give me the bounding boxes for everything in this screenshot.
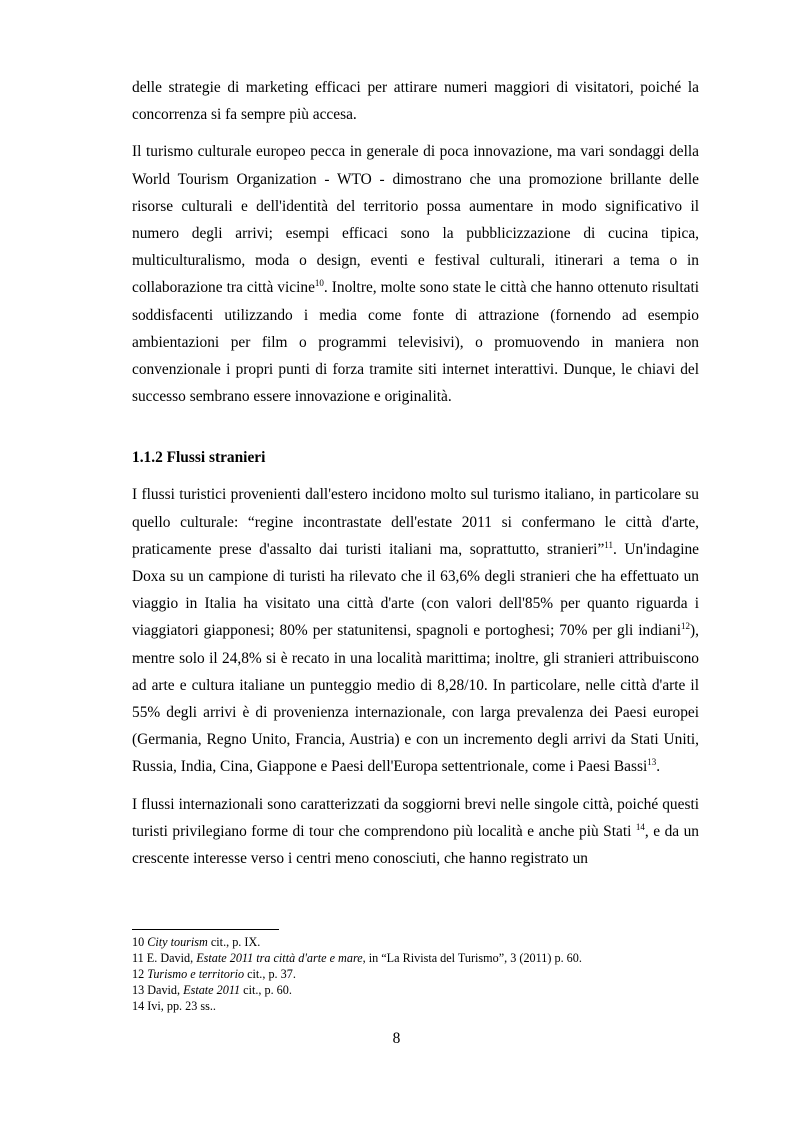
page-body	[132, 74, 699, 872]
footnote-ref-10[interactable]: 10	[314, 278, 324, 289]
paragraph-continuation: delle strategie di marketing efficaci per attirare numeri maggiori di visitatori, poiché la concorrenza si fa sempre più accesa.	[132, 79, 699, 124]
footnote-ref-12[interactable]: 12	[681, 621, 691, 632]
footnote-12: 12 Turismo e territorio cit., p. 37.	[132, 967, 296, 981]
paragraph-international-flows: I flussi internazionali sono caratterizzati da soggiorni brevi nelle singole città, poiché questi turisti privilegiano forme di tour che comprendono più località e anche più Stati $^{14}$, e da un crescente interesse verso i centri meno conosciuti, che hanno registrato un	[132, 795, 699, 868]
footnote-ref-14[interactable]: 14	[635, 821, 645, 832]
section-heading: 1.1.2 Flussi stranieri	[132, 449, 266, 467]
footnote-ref-13[interactable]: 13	[647, 757, 657, 768]
footnote-separator	[132, 929, 279, 930]
footnote-11: 11 E. David, Estate 2011 tra città d'arte e mare, in “La Rivista del Turismo”, 3 (2011) p. 60.	[132, 951, 582, 965]
footnote-10: 10 City tourism cit., p. IX.	[132, 935, 261, 949]
paragraph-foreign-flows: I flussi turistici provenienti dall'estero incidono molto sul turismo italiano, in particolare su quello culturale: “regine incontrastate dell'estate 2011 si confermano le città d'arte, praticamente prese d'assalto dai turisti italiani ma, soprattutto, stranieri”$^{11}$. Un'indagine Doxa su un campione di turisti ha rilevato che il 63,6% degli stranieri che ha effettuato un viaggio in Italia ha visitato una città d'arte (con valori dell'85% per quanto riguarda i viaggiatori giapponesi; 80% per statunitensi, spagnoli e portoghesi; 70% per gli indiani$^{12}$), mentre solo il 24,8% si è recato in una località marittima; inoltre, gli stranieri attribuiscono ad arte e cultura italiane un punteggio medio di 8,28/10. In particolare, nelle città d'arte il 55% degli arrivi è di provenienza internazionale, con larga prevalenza dei Paesi europei (Germania, Regno Unito, Francia, Austria) e con un incremento degli arrivi da Stati Uniti, Russia, India, Cina, Giappone e Paesi dell'Europa settentrionale, come i Paesi Bassi$^{13}$.	[132, 486, 699, 776]
page-number: 8	[392, 1030, 401, 1047]
footnote-14: 14 Ivi, pp. 23 ss..	[132, 999, 216, 1013]
footnote-13: 13 David, Estate 2011 cit., p. 60.	[132, 983, 292, 997]
paragraph-cultural-tourism: Il turismo culturale europeo pecca in generale di poca innovazione, ma vari sondaggi della World Tourism Organization - WTO - dimostrano che una promozione brillante delle risorse culturali e dell'identità del territorio possa aumentare in modo significativo il numero degli arrivi; esempi efficaci sono la pubblicizzazione di cucina tipica, multiculturalismo, moda o design, eventi e festival culturali, itinerari a tema o in collaborazione tra città vicine$^{10}$. Inoltre, molte sono state le città che hanno ottenuto risultati soddisfacenti utilizzando i media come fonte di attrazione (fornendo ad esempio ambientazioni per film o programmi televisivi), o promuovendo in maniera non convenzionale i propri punti di forza tramite siti internet interattivi. Dunque, le chiavi del successo sembrano essere innovazione e originalità.	[132, 143, 699, 406]
footnotes	[132, 934, 699, 1014]
footnote-ref-11[interactable]: 11	[604, 539, 613, 550]
